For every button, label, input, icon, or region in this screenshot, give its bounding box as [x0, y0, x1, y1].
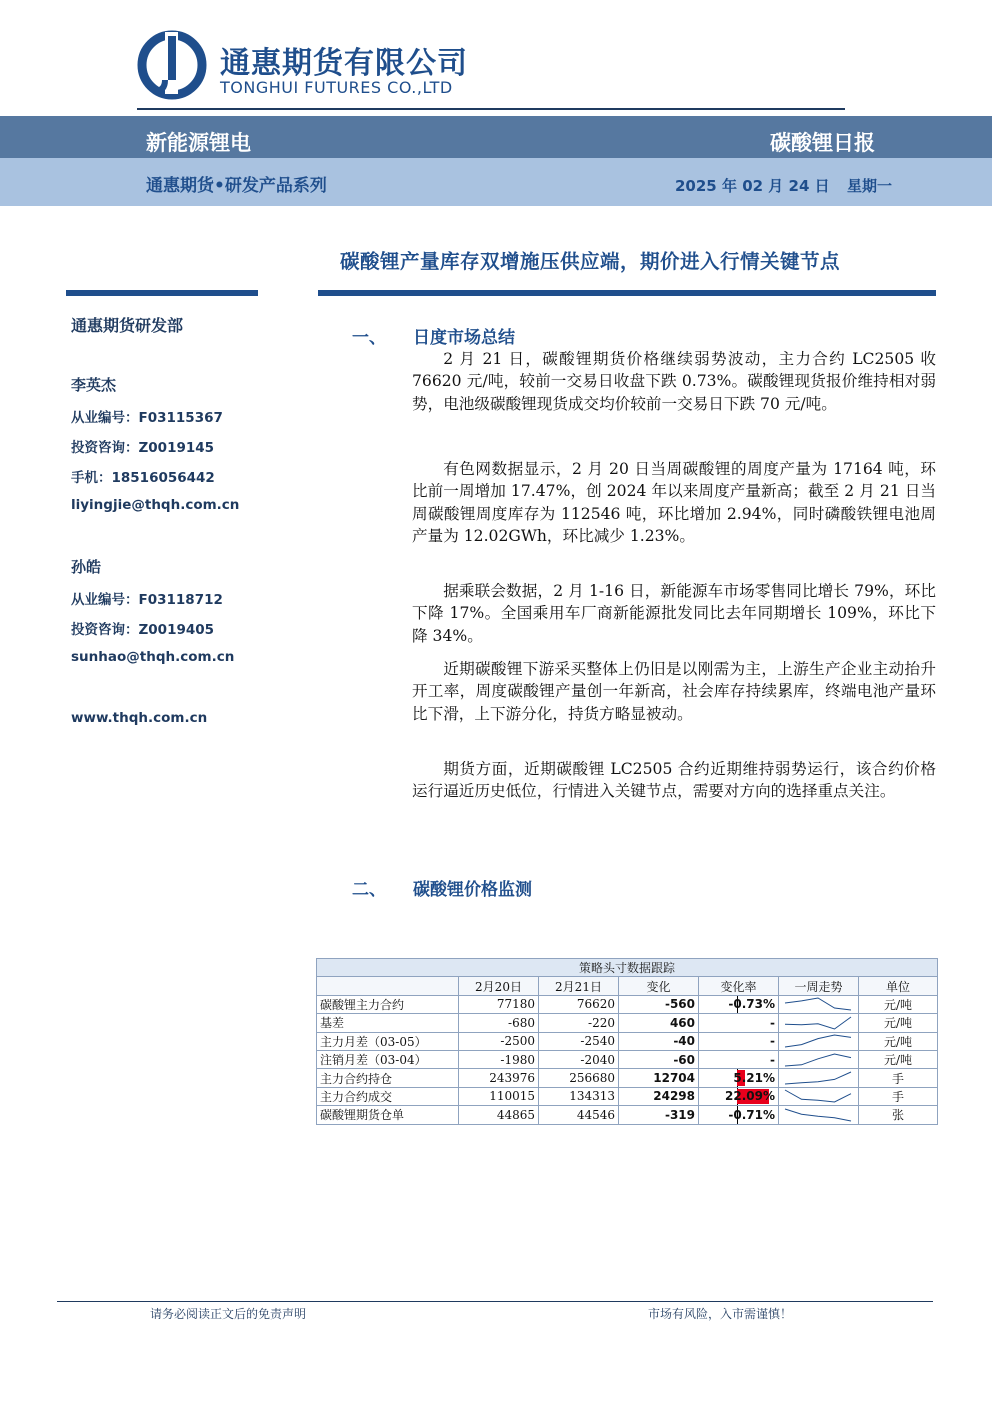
- company-name-cn: 通惠期货有限公司: [220, 46, 468, 81]
- section-number: 二、: [352, 880, 386, 900]
- body-paragraph: 2 月 21 日，碳酸锂期货价格继续弱势波动，主力合约 LC2505 收 76620 元/吨，较前一交易日收盘下跌 0.73%。碳酸锂现货报价维持相对弱势，电池级碳酸锂现货成交均价较前一交易日下跌 70 元/吨。: [412, 350, 936, 413]
- value-feb21: 44546: [539, 1106, 619, 1124]
- value-feb20: -680: [459, 1014, 539, 1032]
- change-value: -319: [619, 1106, 699, 1124]
- table-row: [317, 1106, 938, 1124]
- row-name: 主力合约成交: [317, 1087, 459, 1105]
- trend-line: [785, 1035, 851, 1047]
- value-feb20: 44865: [459, 1106, 539, 1124]
- change-rate-text: -: [770, 1034, 775, 1049]
- header-divider: [137, 108, 845, 110]
- value-feb20: 110015: [459, 1087, 539, 1105]
- unit: 元/吨: [859, 1014, 938, 1032]
- row-name: 主力合约持仓: [317, 1069, 459, 1087]
- value-feb21: -2540: [539, 1032, 619, 1050]
- weekly-trend: [779, 995, 859, 1013]
- change-rate-text: -: [770, 1015, 775, 1030]
- change-rate-text: -0.73%: [728, 997, 775, 1012]
- analyst-consult-id: 投资咨询：Z0019405: [71, 622, 215, 638]
- footer-divider: [57, 1301, 933, 1302]
- column-header: 变化率: [699, 977, 779, 995]
- trend-sparkline: [781, 1088, 855, 1104]
- change-rate: [699, 1014, 779, 1032]
- change-rate: [699, 1032, 779, 1050]
- row-name: 碳酸锂期货仓单: [317, 1106, 459, 1124]
- trend-line: [785, 1017, 851, 1029]
- analyst-phone: 手机：18516056442: [71, 470, 215, 486]
- analyst-license: 从业编号：F03118712: [71, 592, 223, 608]
- unit: 元/吨: [859, 995, 938, 1013]
- body-paragraph: 期货方面，近期碳酸锂 LC2505 合约近期维持弱势运行，该合约价格运行逼近历史低位，行情进入关键节点，需要对方向的选择重点关注。: [412, 760, 936, 801]
- trend-line: [785, 998, 851, 1010]
- disclaimer-note: 请务必阅读正文后的免责声明: [150, 1307, 307, 1321]
- value-feb21: 256680: [539, 1069, 619, 1087]
- value-feb20: -1980: [459, 1050, 539, 1068]
- trend-sparkline: [781, 1107, 855, 1123]
- unit: 元/吨: [859, 1032, 938, 1050]
- unit: 张: [859, 1106, 938, 1124]
- trend-line: [785, 1109, 851, 1121]
- analyst-email[interactable]: sunhao@thqh.com.cn: [71, 649, 235, 665]
- column-header: 2月20日: [459, 977, 539, 995]
- report-weekday: 星期一: [847, 177, 893, 195]
- column-header: [317, 977, 459, 995]
- table-row: [317, 1087, 938, 1105]
- analyst-consult-id: 投资咨询：Z0019145: [71, 440, 215, 456]
- change-rate-text: -0.71%: [728, 1107, 775, 1122]
- row-name: 注销月差（03-04）: [317, 1050, 459, 1068]
- report-date: 2025 年 02 月 24 日: [675, 177, 830, 195]
- column-header: 变化: [619, 977, 699, 995]
- weekly-trend: [779, 1087, 859, 1105]
- title-divider: [318, 290, 936, 296]
- row-name: 碳酸锂主力合约: [317, 995, 459, 1013]
- table-caption: 策略头寸数据跟踪: [317, 959, 938, 977]
- value-feb20: 77180: [459, 995, 539, 1013]
- change-value: -60: [619, 1050, 699, 1068]
- change-rate: [699, 1069, 779, 1087]
- report-title: 碳酸锂产量库存双增施压供应端，期价进入行情关键节点: [340, 250, 841, 273]
- change-value: 12704: [619, 1069, 699, 1087]
- company-website[interactable]: www.thqh.com.cn: [71, 710, 208, 726]
- value-feb20: -2500: [459, 1032, 539, 1050]
- change-value: 24298: [619, 1087, 699, 1105]
- change-rate: [699, 1087, 779, 1105]
- value-feb21: -2040: [539, 1050, 619, 1068]
- weekly-trend: [779, 1106, 859, 1124]
- section-number: 一、: [352, 328, 386, 348]
- unit: 元/吨: [859, 1050, 938, 1068]
- trend-line: [785, 1090, 851, 1102]
- table-row: [317, 995, 938, 1013]
- unit: 手: [859, 1069, 938, 1087]
- value-feb21: 76620: [539, 995, 619, 1013]
- table-row: [317, 1014, 938, 1032]
- risk-warning: 市场有风险，入市需谨慎！: [648, 1307, 793, 1321]
- change-rate-text: 5.21%: [733, 1071, 775, 1086]
- trend-sparkline: [781, 1033, 855, 1049]
- body-paragraph: 据乘联会数据，2 月 1-16 日，新能源车市场零售同比增长 79%，环比下降 17%。全国乘用车厂商新能源批发同比去年同期增长 109%，环比下降 34%。: [412, 582, 936, 645]
- change-rate-text: 22.09%: [725, 1089, 775, 1104]
- value-feb21: -220: [539, 1014, 619, 1032]
- table-row: [317, 1050, 938, 1068]
- change-value: -40: [619, 1032, 699, 1050]
- trend-sparkline: [781, 1070, 855, 1086]
- analyst-license: 从业编号：F03115367: [71, 410, 223, 426]
- analyst-email[interactable]: liyingjie@thqh.com.cn: [71, 497, 240, 513]
- tonghui-logo-icon: [137, 30, 207, 100]
- report-category: 新能源锂电: [146, 131, 251, 155]
- change-rate: [699, 1050, 779, 1068]
- change-rate: [699, 1106, 779, 1124]
- analyst-name: 孙皓: [71, 558, 102, 576]
- price-monitor-table: [316, 958, 938, 1125]
- weekly-trend: [779, 1014, 859, 1032]
- research-dept: 通惠期货研发部: [71, 316, 184, 335]
- change-rate: [699, 995, 779, 1013]
- weekly-trend: [779, 1032, 859, 1050]
- report-type: 碳酸锂日报: [770, 131, 875, 155]
- trend-line: [785, 1054, 851, 1066]
- sidebar-divider: [66, 290, 258, 296]
- weekly-trend: [779, 1050, 859, 1068]
- value-feb20: 243976: [459, 1069, 539, 1087]
- change-rate-text: -: [770, 1052, 775, 1067]
- unit: 手: [859, 1087, 938, 1105]
- section-title: 日度市场总结: [413, 328, 515, 348]
- change-value: -560: [619, 995, 699, 1013]
- trend-sparkline: [781, 1052, 855, 1068]
- trend-sparkline: [781, 1015, 855, 1031]
- analyst-name: 李英杰: [71, 376, 117, 394]
- row-name: 基差: [317, 1014, 459, 1032]
- trend-line: [785, 1072, 851, 1084]
- body-paragraph: 近期碳酸锂下游采买整体上仍旧是以刚需为主，上游生产企业主动抬升开工率，周度碳酸锂产量创一年新高，社会库存持续累库，终端电池产量环比下滑，上下游分化，持货方略显被动。: [412, 660, 936, 723]
- table-row: [317, 1069, 938, 1087]
- table-header-row: [317, 977, 938, 995]
- report-series: 通惠期货•研发产品系列: [146, 176, 327, 196]
- company-name-en: TONGHUI FUTURES CO.,LTD: [220, 78, 453, 97]
- table-row: [317, 1032, 938, 1050]
- column-header: 一周走势: [779, 977, 859, 995]
- column-header: 2月21日: [539, 977, 619, 995]
- weekly-trend: [779, 1069, 859, 1087]
- change-value: 460: [619, 1014, 699, 1032]
- value-feb21: 134313: [539, 1087, 619, 1105]
- row-name: 主力月差（03-05）: [317, 1032, 459, 1050]
- body-paragraph: 有色网数据显示，2 月 20 日当周碳酸锂的周度产量为 17164 吨，环比前一周增加 17.47%，创 2024 年以来周度产量新高；截至 2 月 21 日当周碳酸锂周度库存为 112546 吨，环比增加 2.94%，同时磷酸铁锂电池周产量为 12.02GWh，环比减少 1.23%。: [412, 460, 936, 545]
- column-header: 单位: [859, 977, 938, 995]
- trend-sparkline: [781, 996, 855, 1012]
- section-title: 碳酸锂价格监测: [413, 880, 532, 900]
